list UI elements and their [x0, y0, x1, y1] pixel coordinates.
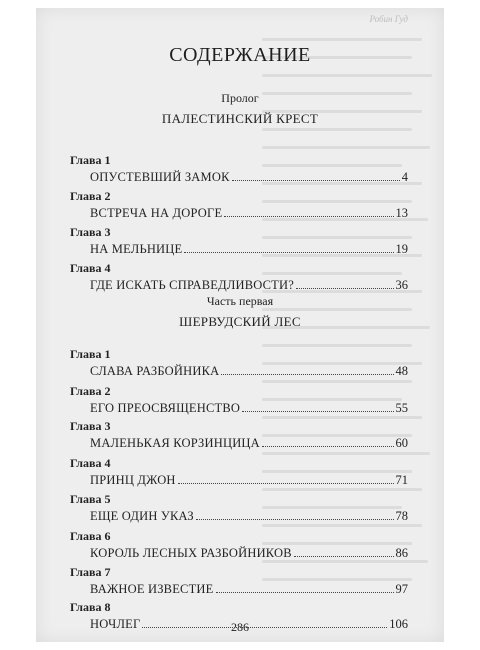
chapter-title: ГДЕ ИСКАТЬ СПРАВЕДЛИВОСТИ? [90, 278, 294, 292]
chapter-title: ЕГО ПРЕОСВЯЩЕНСТВО [90, 401, 241, 415]
chapter-title: КОРОЛЬ ЛЕСНЫХ РАЗБОЙНИКОВ [90, 546, 292, 560]
toc-entry[interactable] [90, 400, 408, 416]
chapter-title: ПРИНЦ ДЖОН [90, 473, 176, 487]
chapter-label: Глава 6 [70, 529, 111, 543]
toc-entry[interactable] [90, 508, 408, 524]
chapter-label: Глава 3 [70, 419, 111, 433]
chapter-label: Глава 4 [70, 456, 111, 470]
dot-leader [242, 411, 393, 412]
chapter-label: Глава 2 [70, 384, 111, 398]
toc-entry[interactable] [90, 545, 408, 561]
chapter-title: МАЛЕНЬКАЯ КОРЗИНЦИЦА [90, 436, 260, 450]
toc-entry[interactable] [90, 241, 408, 257]
dot-leader [178, 483, 394, 484]
chapter-page-number: 60 [395, 436, 408, 450]
chapter-page-number: 71 [395, 473, 408, 487]
dot-leader [232, 180, 400, 181]
toc-title: СОДЕРЖАНИЕ [169, 44, 311, 66]
chapter-page-number: 86 [395, 546, 408, 560]
dot-leader [184, 252, 393, 253]
toc-entry[interactable] [90, 616, 408, 632]
chapter-page-number: 36 [395, 278, 408, 292]
section-title: ПАЛЕСТИНСКИЙ КРЕСТ [161, 111, 319, 126]
chapter-title: ВСТРЕЧА НА ДОРОГЕ [90, 206, 223, 220]
chapter-page-number: 19 [395, 242, 408, 256]
dot-leader [294, 556, 394, 557]
chapter-title: ЕЩЕ ОДИН УКАЗ [90, 509, 194, 523]
chapter-label: Глава 7 [70, 565, 111, 579]
toc-entry[interactable] [90, 277, 408, 293]
chapter-page-number: 106 [389, 617, 408, 631]
toc-entry[interactable] [90, 363, 408, 379]
dot-leader [216, 592, 394, 593]
chapter-label: Глава 1 [70, 347, 111, 361]
toc-entry[interactable] [90, 581, 408, 597]
chapter-page-number: 13 [395, 206, 408, 220]
chapter-label: Глава 1 [70, 153, 111, 167]
dot-leader [224, 216, 393, 217]
book-page [36, 8, 444, 642]
chapter-title: ВАЖНОЕ ИЗВЕСТИЕ [90, 582, 214, 596]
chapter-page-number: 97 [395, 582, 408, 596]
table-of-contents [36, 8, 444, 642]
page-number: 286 [231, 620, 249, 634]
chapter-page-number: 48 [395, 364, 408, 378]
chapter-label: Глава 8 [70, 600, 111, 614]
chapter-page-number: 78 [395, 509, 408, 523]
toc-entry[interactable] [90, 169, 408, 185]
chapter-title: ОПУСТЕВШИЙ ЗАМОК [90, 170, 230, 184]
chapter-title: НА МЕЛЬНИЦЕ [90, 242, 183, 256]
chapter-title: СЛАВА РАЗБОЙНИКА [90, 364, 220, 378]
section-label: Пролог [221, 91, 259, 105]
dot-leader [142, 627, 387, 628]
chapter-label: Глава 4 [70, 261, 111, 275]
section-title: ШЕРВУДСКИЙ ЛЕС [179, 314, 301, 329]
section-label: Часть первая [206, 294, 274, 308]
dot-leader [262, 446, 394, 447]
toc-entry[interactable] [90, 472, 408, 488]
chapter-page-number: 4 [401, 170, 408, 184]
toc-entry[interactable] [90, 435, 408, 451]
dot-leader [196, 519, 394, 520]
dot-leader [221, 374, 393, 375]
running-head: Робин Гуд [369, 14, 408, 24]
chapter-label: Глава 2 [70, 189, 111, 203]
chapter-label: Глава 5 [70, 492, 111, 506]
toc-entry[interactable] [90, 205, 408, 221]
chapter-label: Глава 3 [70, 225, 111, 239]
dot-leader [296, 288, 394, 289]
chapter-title: НОЧЛЕГ [90, 617, 141, 631]
chapter-page-number: 55 [395, 401, 408, 415]
